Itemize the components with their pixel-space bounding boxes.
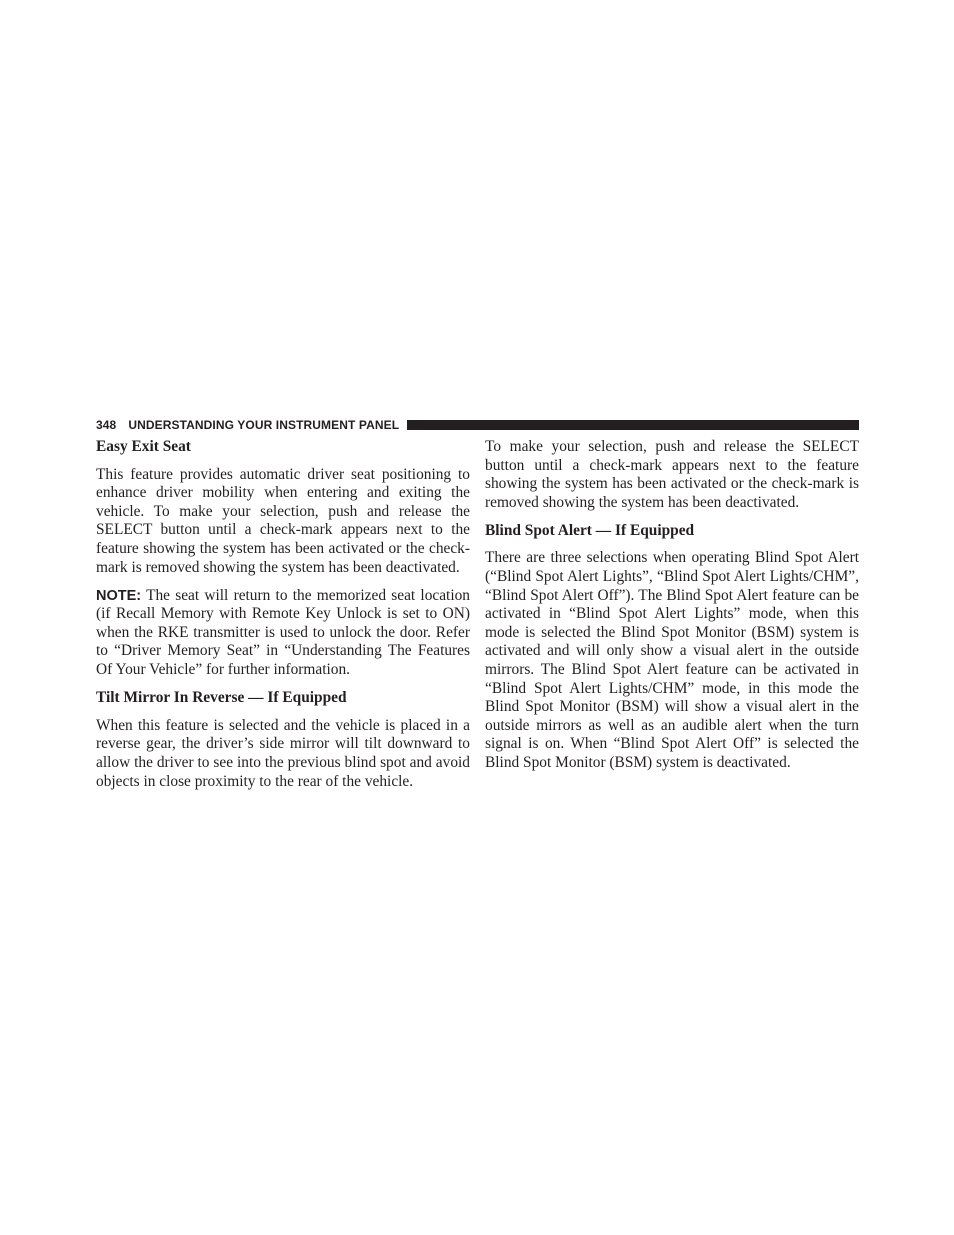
selection-paragraph: To make your selection, push and release the SELECT button until a check-mark appears next to the feature showing the system has been activated or the check-mark is removed showing the system has been deactivated. [485, 438, 859, 511]
tilt-mirror-paragraph: When this feature is selected and the vehicle is placed in a reverse gear, the driver’s side mirror will tilt downward to allow the driver to see into the previous blind spot and avoid objects in close proximity to the rear of the vehicle. [96, 716, 470, 790]
blind-spot-alert-heading: Blind Spot Alert — If Equipped [485, 521, 695, 539]
note-label: NOTE: [96, 587, 142, 604]
tilt-mirror-heading: Tilt Mirror In Reverse — If Equipped [96, 689, 347, 707]
section-title: UNDERSTANDING YOUR INSTRUMENT PANEL [128, 418, 400, 432]
note-text: The seat will return to the memorized seat location (if Recall Memory with Remote Key Unlock is set to ON) when the RKE transmitter is used to unlock the door. Refer to “Driver Memory Seat” in “Understanding The Features Of Your Vehicle” for further information. [96, 586, 470, 679]
page-number: 348 [96, 418, 117, 432]
easy-exit-seat-paragraph: This feature provides automatic driver seat positioning to enhance driver mobility when entering and exiting the vehicle. To make your selection, push and release the SELECT button until a check-mark appears next to the feature showing the system has been activated or the check-mark is removed showing the system has been deactivated. [96, 465, 470, 576]
note-paragraph [96, 587, 470, 680]
page-header [96, 416, 859, 434]
right-column [485, 438, 859, 782]
left-column [96, 438, 470, 801]
header-rule [407, 420, 859, 430]
easy-exit-seat-heading: Easy Exit Seat [96, 438, 191, 455]
blind-spot-alert-paragraph: There are three selections when operating Blind Spot Alert (“Blind Spot Alert Lights”, “Blind Spot Alert Lights/CHM”, “Blind Spot Alert Off”). The Blind Spot Alert feature can be activated in “Blind Spot Alert Lights” mode, when this mode is selected the Blind Spot Monitor (BSM) system is activated and will only show a visual alert in the outside mirrors. The Blind Spot Alert feature can be activated in “Blind Spot Alert Lights/CHM” mode, in this mode the Blind Spot Monitor (BSM) will show a visual alert in the outside mirrors as well as an audible alert when the turn signal is on. When “Blind Spot Alert Off” is selected the Blind Spot Monitor (BSM) system is deactivated. [485, 549, 859, 771]
